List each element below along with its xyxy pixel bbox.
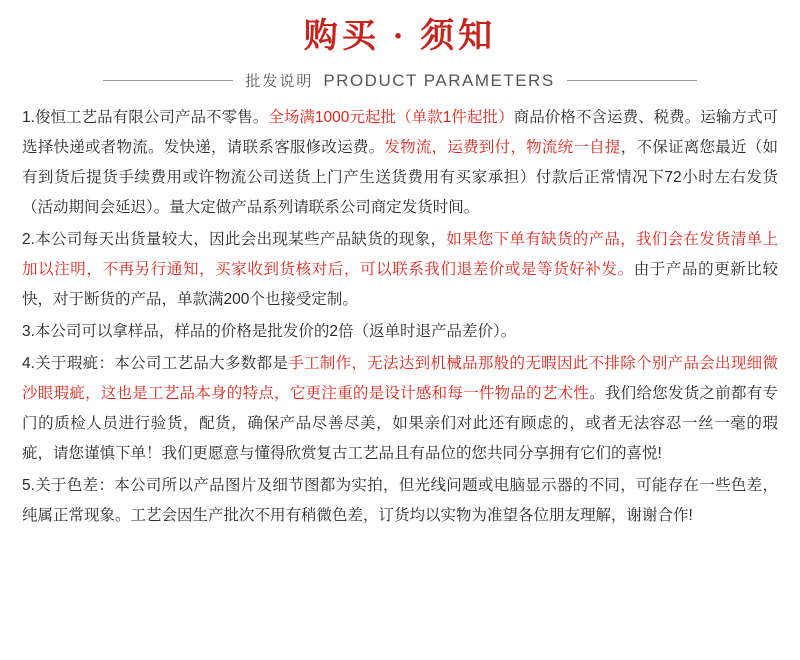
text-segment: 。我们给您发货之前都有专门的质检人员进行验货，配货，确保产品尽善尽美，如果亲们对此还有顾虑的，或者无法容忍一丝一毫的瑕疵，请您谨慎下单！我们更愿意与懂得欣赏复古工艺品且有品位的您共同分享拥有它们的喜悦! — [22, 385, 778, 462]
text-segment: 。运输方式可选择快递或者物流。发快递，请联系客服修改运费。 — [22, 109, 778, 156]
text-segment: 5.关于色差：本公司所以产品图片及细节图都为实拍，但光线问题或电脑显示器的不同，可能存在一些色差，纯属正常现象。工艺会因生产批次不用有稍微色差，订货均以实物为准望各位朋友理解，谢谢合作! — [22, 477, 778, 524]
subtitle-row — [0, 70, 800, 91]
page-title: 购买 · 须知 — [303, 18, 497, 55]
page-header — [0, 0, 800, 91]
divider-left — [103, 80, 233, 81]
text-segment: 如果您下单有缺货的产品，我们会在发货清单上加以注明，不再另行通知，买家收到货核对后，可以联系我们退差价或是等货好补发。 — [22, 231, 778, 278]
text-segment: 全场满1000元起批（单款1件起批） — [268, 109, 514, 126]
text-segment: 手工制作，无法达到机械品那般的无暇因此不排除个别产品会出现细微沙眼瑕疵，这也是工艺品本身的特点，它更注重的是设计感和每一件物品的艺术性 — [22, 355, 778, 402]
divider-right — [567, 80, 697, 81]
text-segment: 由于产品的更新比较快，对于断货的产品，单款满200个也接受定制。 — [22, 261, 778, 308]
text-segment: 4.关于瑕疵：本公司工艺品大多数都是 — [22, 355, 289, 372]
text-segment: 商品价格不含运费、税费 — [513, 109, 685, 126]
subtitle-english: PRODUCT PARAMETERS — [323, 70, 555, 90]
subtitle-chinese: 批发说明 — [245, 73, 314, 90]
text-segment: 2.本公司每天出货量较大，因此会出现某些产品缺货的现象， — [22, 231, 447, 248]
notice-paragraph-3 — [22, 317, 778, 347]
notice-paragraph-2 — [22, 225, 778, 315]
notice-paragraph-1 — [22, 103, 778, 223]
notice-paragraph-4 — [22, 349, 778, 469]
text-segment: ，不保证离您最近（如有到货后提货手续费用或许物流公司送货上门产生送货费用有买家承担）付款后正常情况下72小时左右发货（活动期间会延迟）。量大定做产品系列请联系公司商定发货时间。 — [22, 139, 778, 216]
notice-paragraph-5 — [22, 471, 778, 531]
text-segment: 3.本公司可以拿样品，样品的价格是批发价的2倍（返单时退产品差价）。 — [22, 323, 517, 340]
notice-content — [0, 103, 800, 531]
text-segment: 1.俊恒工艺品有限公司产品不零售。 — [22, 109, 269, 126]
text-segment: 发物流，运费到付，物流统一自提 — [384, 139, 621, 156]
